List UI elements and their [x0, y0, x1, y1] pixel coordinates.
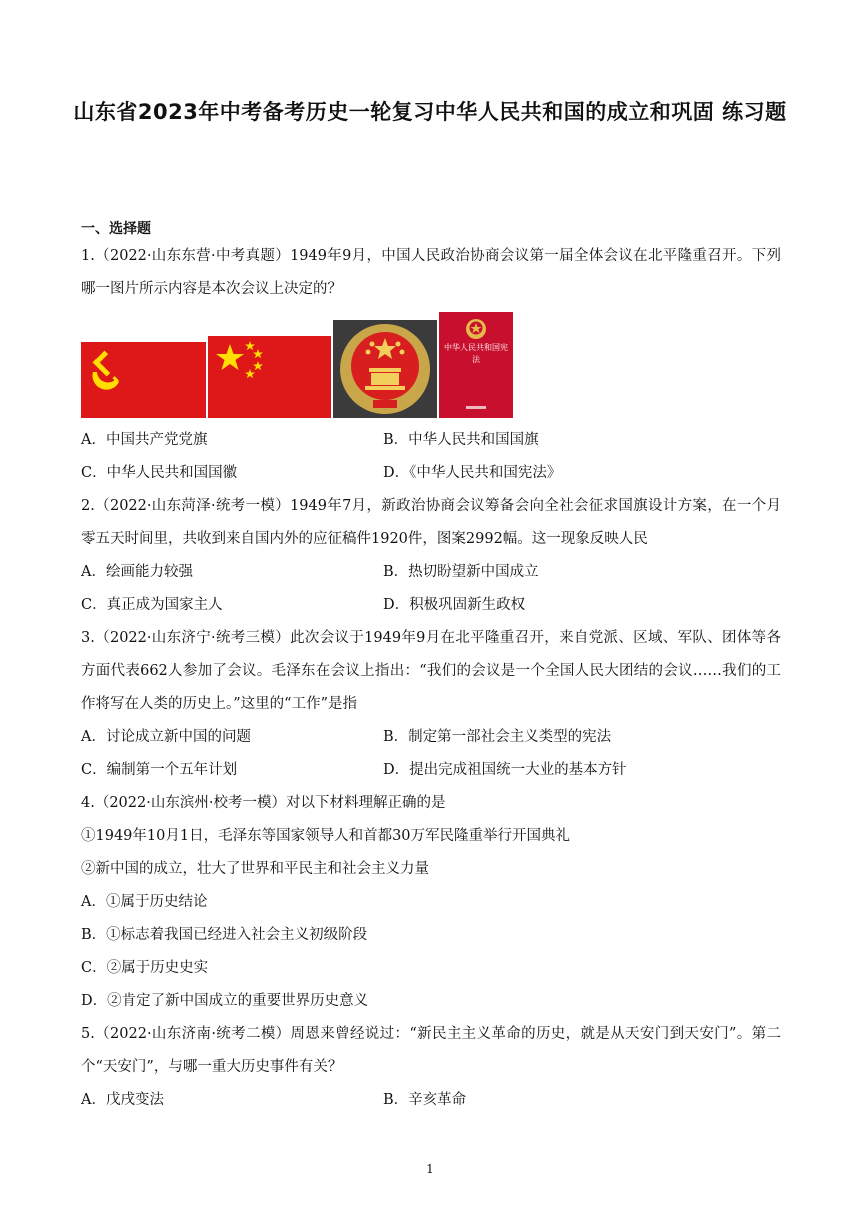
- question-4-material-2: ②新中国的成立，壮大了世界和平民主和社会主义力量: [81, 861, 429, 877]
- question-2-options-row-1: [81, 556, 781, 589]
- question-3: [81, 622, 781, 787]
- option-d[interactable]: D．②肯定了新中国成立的重要世界历史意义: [81, 993, 369, 1009]
- question-1-options-row-2: [81, 457, 781, 490]
- option-a[interactable]: A．中国共产党党旗: [81, 432, 208, 448]
- question-1: [81, 240, 781, 490]
- question-1-stem: 1.（2022·山东东营·中考真题）1949年9月，中国人民政治协商会议第一届全体会议在北平隆重召开。下列哪一图片所示内容是本次会议上决定的？: [81, 248, 781, 297]
- question-1-options-row-1: [81, 424, 781, 457]
- national-emblem-image: [333, 320, 437, 418]
- question-2: [81, 490, 781, 622]
- question-1-images: [81, 310, 781, 418]
- question-3-stem: 3.（2022·山东济宁·统考三模）此次会议于1949年9月在北平隆重召开，来自党派、区域、军队、团体等各方面代表662人参加了会议。毛泽东在会议上指出：“我们的会议是一个全国人民大团结的会议……我们的工作将写在人类的历史上。”这里的“工作”是指: [81, 630, 781, 712]
- option-c[interactable]: C．中华人民共和国国徽: [81, 465, 238, 481]
- option-a[interactable]: A．讨论成立新中国的问题: [81, 729, 251, 745]
- question-list: [81, 240, 781, 1117]
- option-a[interactable]: A．①属于历史结论: [81, 894, 208, 910]
- question-2-stem: 2.（2022·山东菏泽·统考一模）1949年7月，新政治协商会议筹备会向全社会征求国旗设计方案，在一个月零五天时间里，共收到来自国内外的应征稿件1920件，图案2992幅。这一现象反映人民: [81, 498, 781, 547]
- question-5-stem: 5.（2022·山东济南·统考二模）周恩来曾经说过：“新民主主义革命的历史，就是从天安门到天安门”。第二个“天安门”，与哪一重大历史事件有关？: [81, 1026, 781, 1075]
- option-b[interactable]: B．辛亥革命: [383, 1092, 467, 1108]
- option-b[interactable]: B．中华人民共和国国旗: [383, 432, 539, 448]
- option-a[interactable]: A．戊戌变法: [81, 1092, 164, 1108]
- question-4: [81, 787, 781, 1018]
- option-c[interactable]: C．②属于历史史实: [81, 960, 209, 976]
- option-d[interactable]: D．《中华人民共和国宪法》: [383, 465, 562, 481]
- option-c[interactable]: C．真正成为国家主人: [81, 597, 223, 613]
- question-3-options-row-1: [81, 721, 781, 754]
- question-4-material-1: ①1949年10月1日，毛泽东等国家领导人和首都30万军民隆重举行开国典礼: [81, 828, 571, 844]
- question-3-options-row-2: [81, 754, 781, 787]
- option-b[interactable]: B．①标志着我国已经进入社会主义初级阶段: [81, 927, 368, 943]
- option-b[interactable]: B．热切盼望新中国成立: [383, 564, 539, 580]
- question-5-options-row-1: [81, 1084, 781, 1117]
- option-b[interactable]: B．制定第一部社会主义类型的宪法: [383, 729, 612, 745]
- question-5: [81, 1018, 781, 1117]
- constitution-cover-text: 中华人民共和国宪法: [444, 343, 508, 364]
- question-2-options-row-2: [81, 589, 781, 622]
- page-title: 山东省2023年中考备考历史一轮复习中华人民共和国的成立和巩固 练习题: [73, 100, 787, 124]
- page-number: 1: [426, 1162, 434, 1176]
- question-4-stem: 4.（2022·山东滨州·校考一模）对以下材料理解正确的是: [81, 795, 446, 811]
- option-c[interactable]: C．编制第一个五年计划: [81, 762, 238, 778]
- option-a[interactable]: A．绘画能力较强: [81, 564, 193, 580]
- section-heading: 一、选择题: [81, 221, 151, 237]
- constitution-book-image: [439, 312, 513, 418]
- option-d[interactable]: D．提出完成祖国统一大业的基本方针: [383, 762, 627, 778]
- national-flag-image: [208, 336, 331, 418]
- option-d[interactable]: D．积极巩固新生政权: [383, 597, 526, 613]
- ccp-flag-image: [81, 342, 206, 418]
